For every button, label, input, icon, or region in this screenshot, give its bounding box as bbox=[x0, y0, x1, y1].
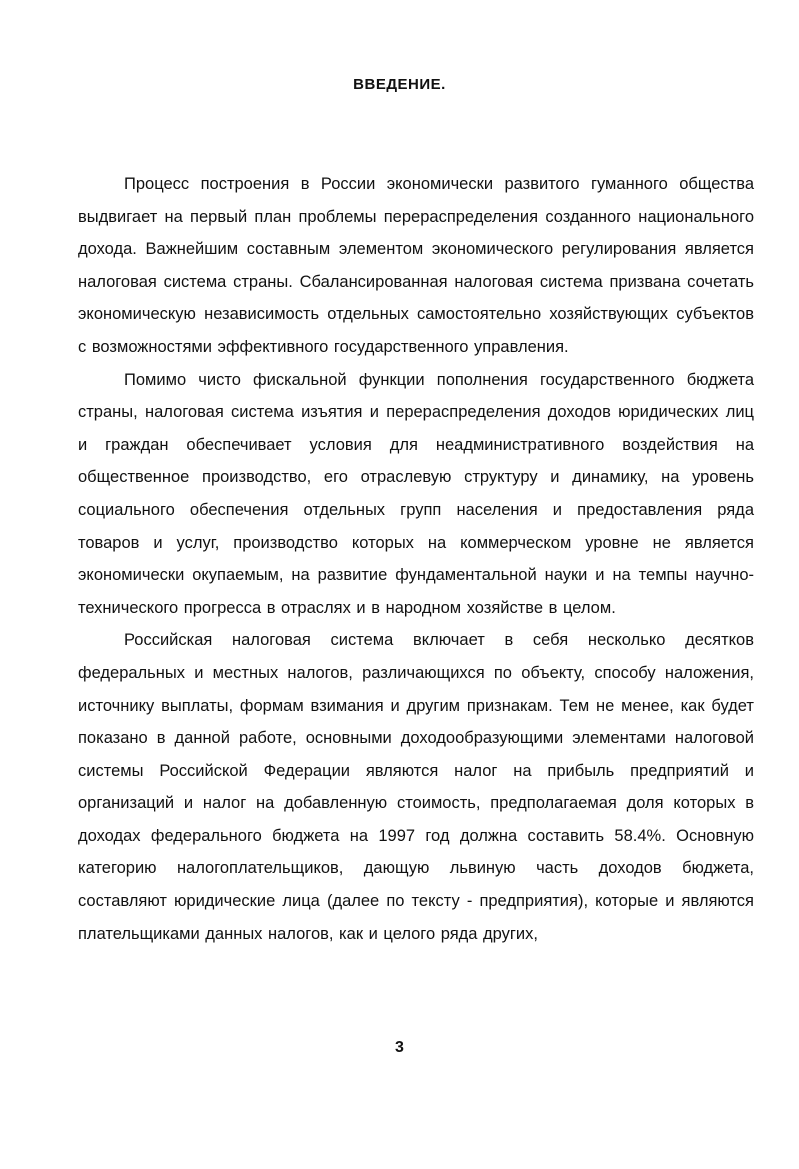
page-title: ВВЕДЕНИЕ. bbox=[353, 76, 446, 93]
body-text bbox=[78, 168, 754, 950]
paragraph-2: Помимо чисто фискальной функции пополнения государственного бюджета страны, налоговая система изъятия и перераспределения доходов юридических лиц и граждан обеспечивает условия для неадминистративного воздействия на общественное производство, его отраслевую структуру и динамику, на уровень социального обеспечения отдельных групп населения и предоставления ряда товаров и услуг, производство которых на коммерческом уровне не является экономически окупаемым, на развитие фундаментальной науки и на темпы научно-технического прогресса в отраслях и в народном хозяйстве в целом. bbox=[78, 370, 754, 617]
page-number: 3 bbox=[395, 1039, 404, 1056]
paragraph-3: Российская налоговая система включает в себя несколько десятков федеральных и местных налогов, различающихся по объекту, способу наложения, источнику выплаты, формам взимания и другим признакам. Тем не менее, как будет показано в данной работе, основными доходообразующими элементами налоговой системы Российской Федерации являются налог на прибыль предприятий и организаций и налог на добавленную стоимость, предполагаемая доля которых в доходах федерального бюджета на 1997 год должна составить 58.4%. Основную категорию налогоплательщиков, дающую львиную часть доходов бюджета, составляют юридические лица (далее по тексту - предприятия), которые и являются плательщиками данных налогов, как и целого ряда других, bbox=[78, 631, 754, 943]
paragraph-1: Процесс построения в России экономически развитого гуманного общества выдвигает на первый план проблемы перераспределения созданного национального дохода. Важнейшим составным элементом экономического регулирования является налоговая система страны. Сбалансированная налоговая система призвана сочетать экономическую независимость отдельных самостоятельно хозяйствующих субъектов с возможностями эффективного государственного управления. bbox=[78, 175, 754, 356]
